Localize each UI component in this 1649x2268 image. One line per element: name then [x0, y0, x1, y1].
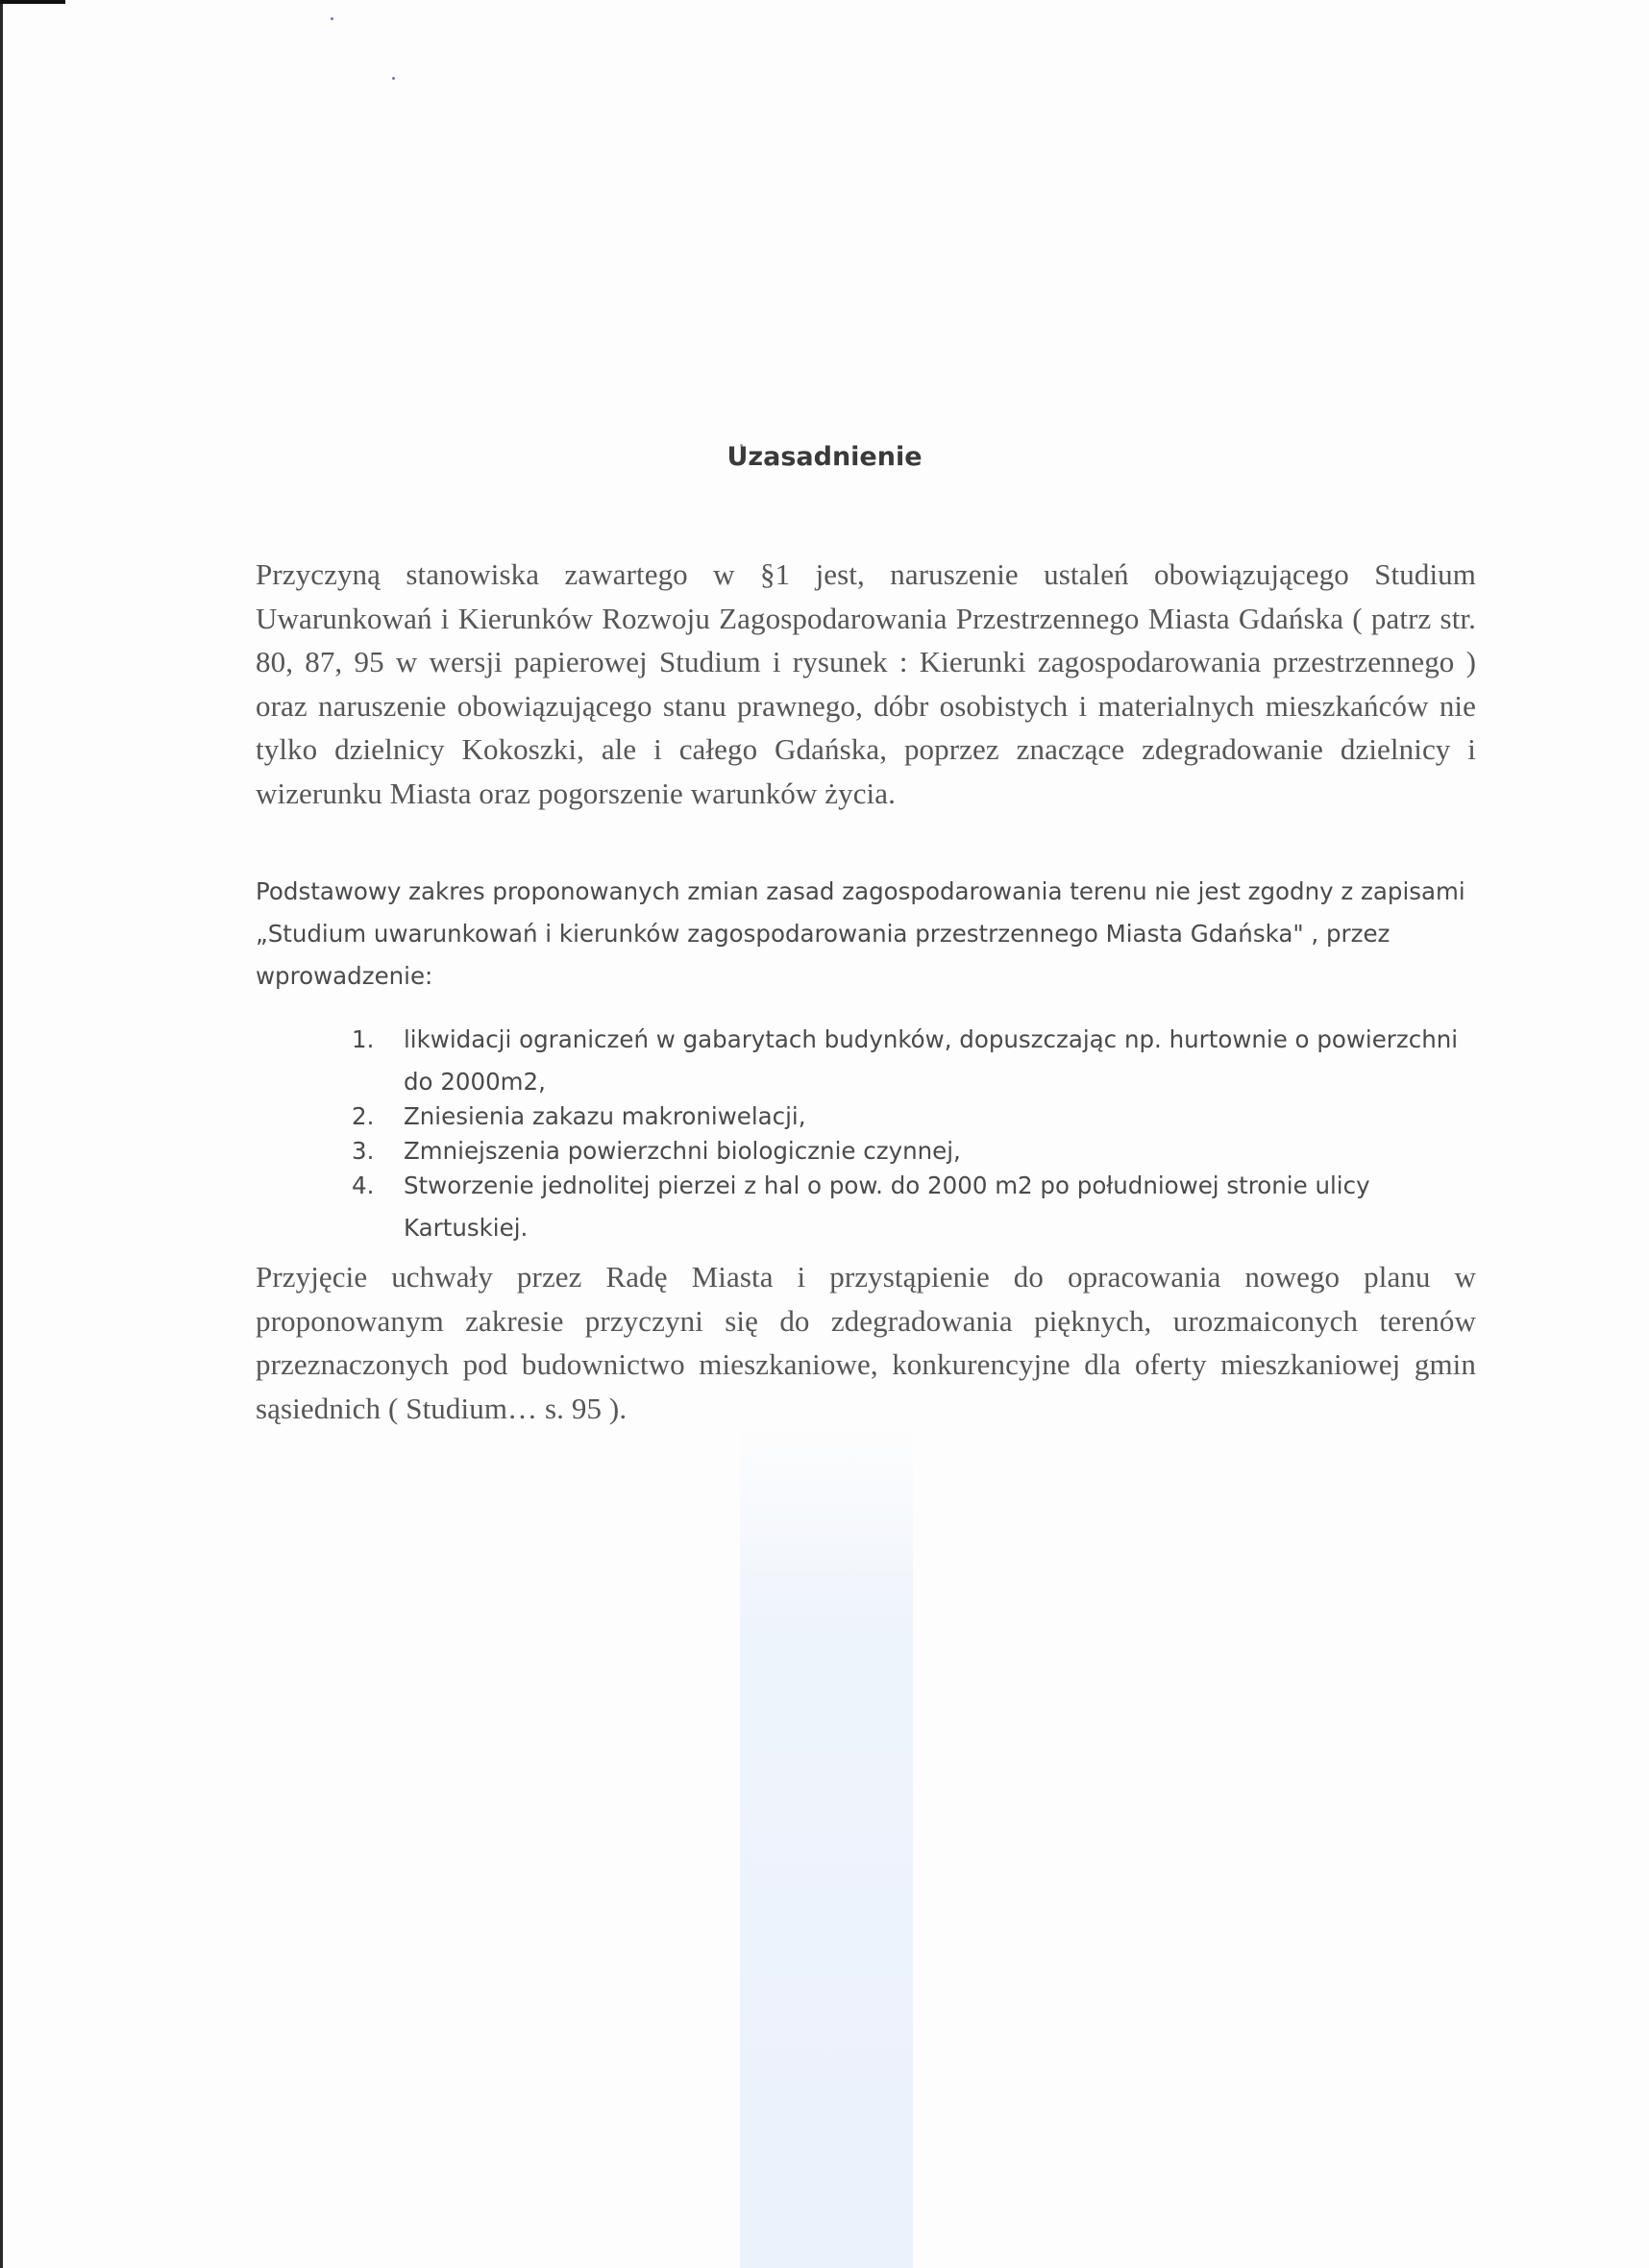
list-item [0, 1165, 1480, 1249]
paragraph-consequences: Przyjęcie uchwały przez Radę Miasta i przystąpienie do opracowania nowego planu w proponowanym zakresie przyczyni się do zdegradowania pięknych, urozmaiconych terenów przeznaczonych pod budownictwo mieszkaniowe, konkurencyjne dla oferty mieszkaniowej gmin sąsiednich ( Studium… s. 95 ). [256, 1260, 1476, 1425]
paragraph-scope: Podstawowy zakres proponowanych zmian zasad zagospodarowania terenu nie jest zgodny z zapisami „Studium uwarunkowań i kierunków zagospodarowania przestrzennego Miasta Gdańska" , przez wprowadzenie: [256, 877, 1465, 990]
scan-speck [392, 77, 395, 80]
document-title: Uzasadnienie [726, 442, 923, 472]
list-item-number: 3. [352, 1137, 375, 1165]
list-item [0, 1019, 1480, 1103]
changes-list [0, 1019, 1649, 1249]
list-item-text: Zmniejszenia powierzchni biologicznie czynnej, [404, 1137, 961, 1165]
scan-speck [331, 17, 333, 20]
list-item-number: 4. [352, 1171, 375, 1199]
list-item-text: likwidacji ograniczeń w gabarytach budynków, dopuszczając np. hurtownie o powierzchni do 2000m2, [404, 1025, 1459, 1096]
list-item-text: Zniesienia zakazu makroniwelacji, [404, 1102, 806, 1130]
list-item-text: Stworzenie jednolitej pierzei z hal o pow. do 2000 m2 po południowej stronie ulicy Kartuskiej. [404, 1171, 1370, 1242]
scan-artifact-stripe [740, 1422, 913, 2268]
list-item-number: 2. [352, 1102, 375, 1130]
list-item-number: 1. [352, 1025, 375, 1053]
scan-border-top [0, 0, 65, 4]
paragraph-justification: Przyczyną stanowiska zawartego w §1 jest, naruszenie ustaleń obowiązującego Studium Uwarunkowań i Kierunków Rozwoju Zagospodarowania Przestrzennego Miasta Gdańska ( patrz str. 80, 87, 95 w wersji papierowej Studium i rysunek : Kierunki zagospodarowania przestrzennego ) oraz naruszenie obowiązującego stanu prawnego, dóbr osobistych i materialnych mieszkańców nie tylko dzielnicy Kokoszki, ale i całego Gdańska, poprzez znaczące zdegradowanie dzielnicy i wizerunku Miasta oraz pogorszenie warunków życia. [256, 557, 1476, 810]
